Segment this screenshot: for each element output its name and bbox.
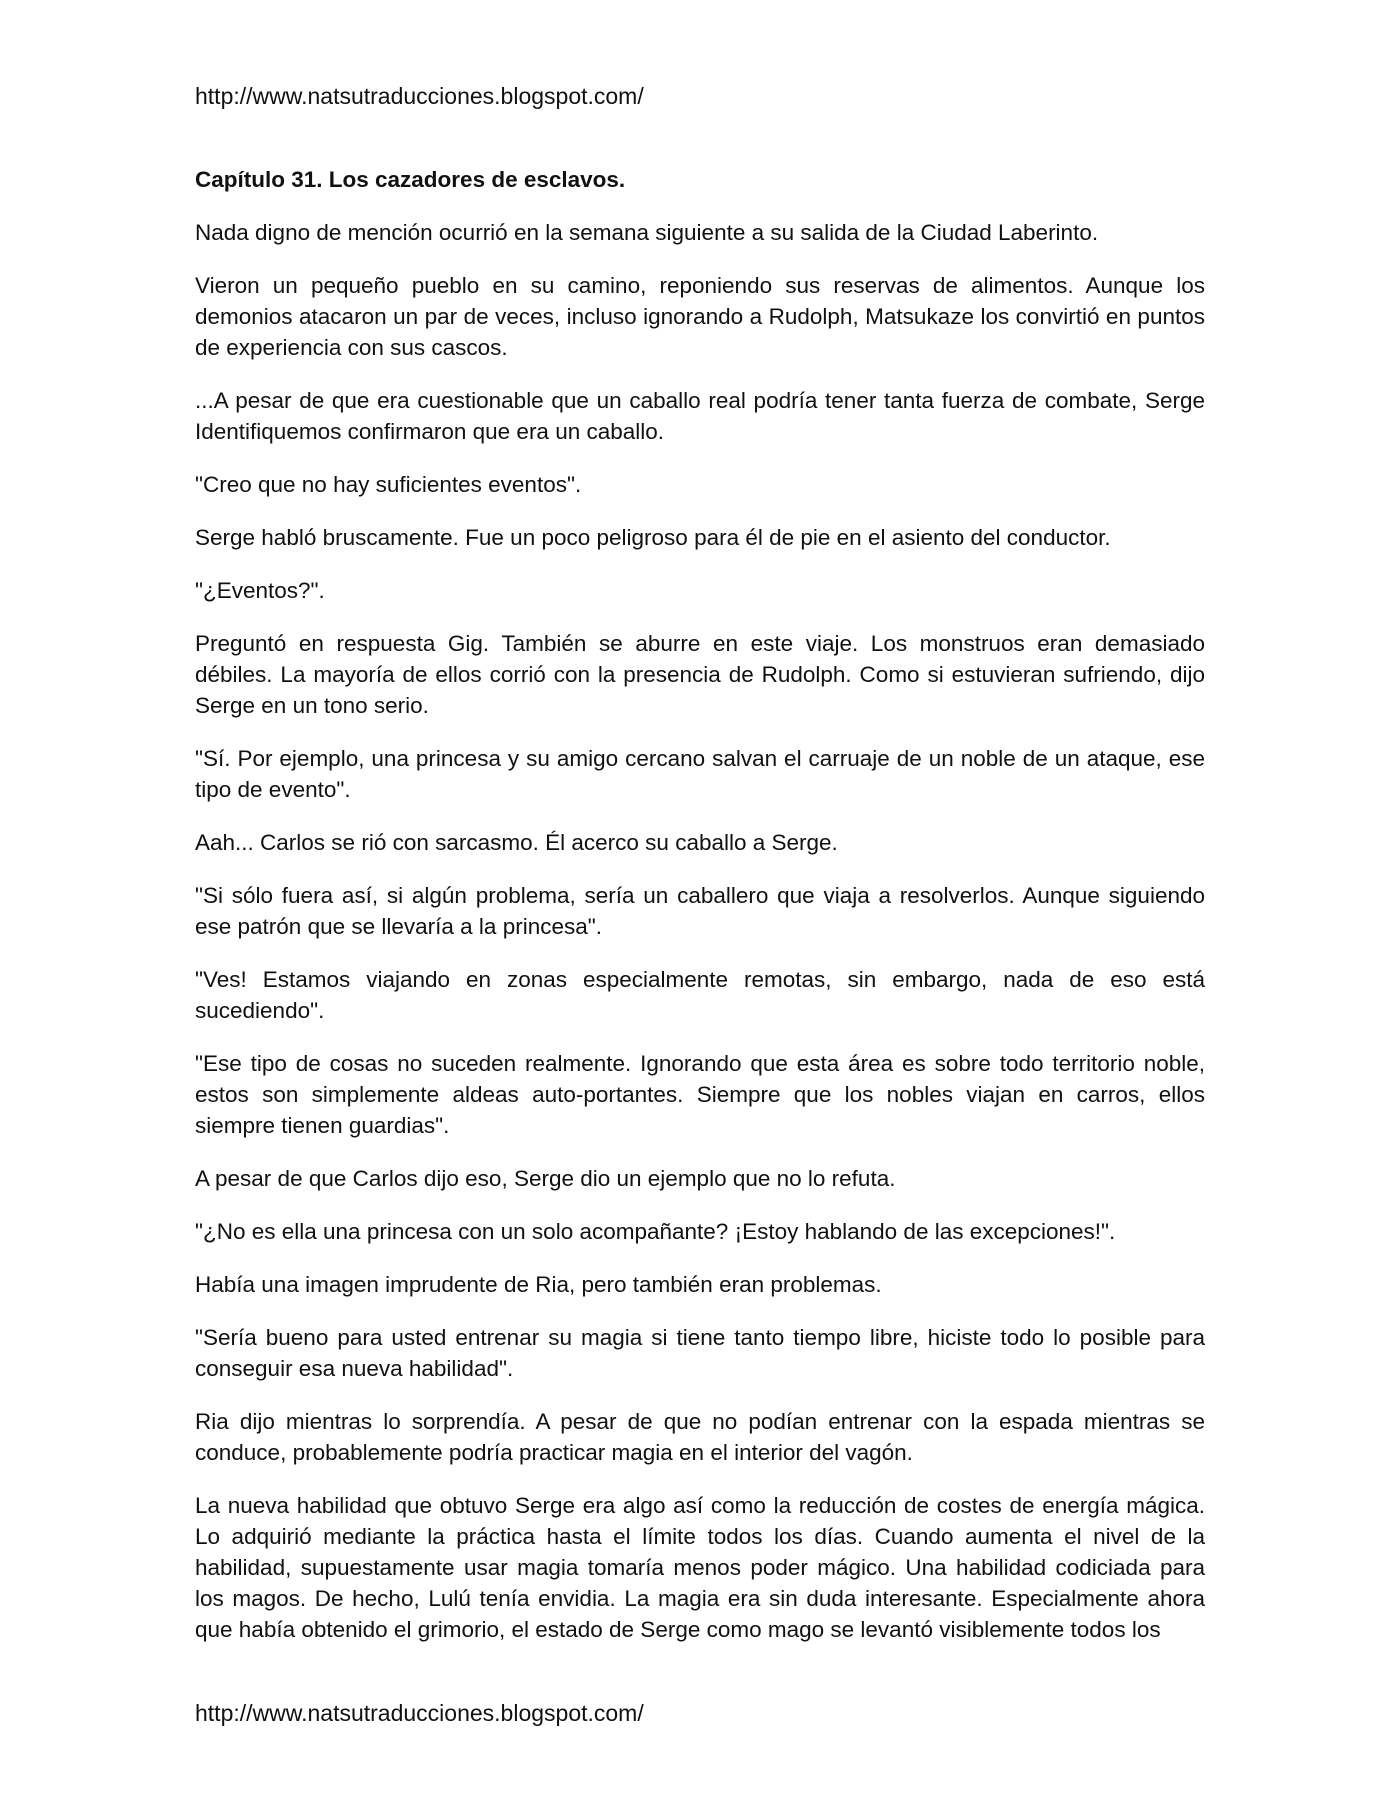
paragraph: "Sí. Por ejemplo, una princesa y su amigo cercano salvan el carruaje de un noble de un ataque, ese tipo de evento". bbox=[195, 746, 1205, 802]
chapter-title: Capítulo 31. Los cazadores de esclavos. bbox=[195, 167, 626, 192]
paragraph: Nada digno de mención ocurrió en la semana siguiente a su salida de la Ciudad Laberinto. bbox=[195, 220, 1099, 245]
paragraph: A pesar de que Carlos dijo eso, Serge dio un ejemplo que no lo refuta. bbox=[195, 1166, 896, 1191]
paragraph: "Ves! Estamos viajando en zonas especialmente remotas, sin embargo, nada de eso está sucediendo". bbox=[195, 967, 1205, 1023]
paragraph: "Creo que no hay suficientes eventos". bbox=[195, 472, 582, 497]
paragraph: Ria dijo mientras lo sorprendía. A pesar de que no podían entrenar con la espada mientras se conduce, probablemente podría practicar magia en el interior del vagón. bbox=[195, 1409, 1205, 1465]
paragraph: Serge habló bruscamente. Fue un poco peligroso para él de pie en el asiento del conductor. bbox=[195, 525, 1111, 550]
paragraph: "Si sólo fuera así, si algún problema, sería un caballero que viaja a resolverlos. Aunque siguiendo ese patrón que se llevaría a la princesa". bbox=[195, 883, 1205, 939]
paragraph: "¿No es ella una princesa con un solo acompañante? ¡Estoy hablando de las excepciones!". bbox=[195, 1219, 1116, 1244]
paragraph: "¿Eventos?". bbox=[195, 578, 325, 603]
paragraph: "Sería bueno para usted entrenar su magia si tiene tanto tiempo libre, hiciste todo lo posible para conseguir esa nueva habilidad". bbox=[195, 1325, 1205, 1381]
paragraph: ...A pesar de que era cuestionable que un caballo real podría tener tanta fuerza de combate, Serge Identifiquemos confirmaron que era un caballo. bbox=[195, 388, 1205, 444]
paragraph: Aah... Carlos se rió con sarcasmo. Él acerco su caballo a Serge. bbox=[195, 830, 838, 855]
paragraph: Había una imagen imprudente de Ria, pero también eran problemas. bbox=[195, 1272, 882, 1297]
header-url-link[interactable]: http://www.natsutraducciones.blogspot.com/ bbox=[195, 83, 644, 109]
paragraph: La nueva habilidad que obtuvo Serge era algo así como la reducción de costes de energía mágica. Lo adquirió mediante la práctica hasta el límite todos los días. Cuando aumenta el nivel de la habilidad, supuestamente usar magia tomaría menos poder mágico. Una habilidad codiciada para los magos. De hecho, Lulú tenía envidia. La magia era sin duda interesante. Especialmente ahora que había obtenido el grimorio, el estado de Serge como mago se levantó visiblemente todos los bbox=[195, 1493, 1205, 1642]
paragraph: Vieron un pequeño pueblo en su camino, reponiendo sus reservas de alimentos. Aunque los demonios atacaron un par de veces, incluso ignorando a Rudolph, Matsukaze los convirtió en puntos de experiencia con sus cascos. bbox=[195, 273, 1205, 360]
paragraph: Preguntó en respuesta Gig. También se aburre en este viaje. Los monstruos eran demasiado débiles. La mayoría de ellos corrió con la presencia de Rudolph. Como si estuvieran sufriendo, dijo Serge en un tono serio. bbox=[195, 631, 1205, 718]
footer-url-link[interactable]: http://www.natsutraducciones.blogspot.com/ bbox=[195, 1700, 644, 1726]
chapter-body bbox=[195, 164, 1205, 1667]
paragraph: "Ese tipo de cosas no suceden realmente. Ignorando que esta área es sobre todo territorio noble, estos son simplemente aldeas auto-portantes. Siempre que los nobles viajan en carros, ellos siempre tienen guardias". bbox=[195, 1051, 1205, 1138]
